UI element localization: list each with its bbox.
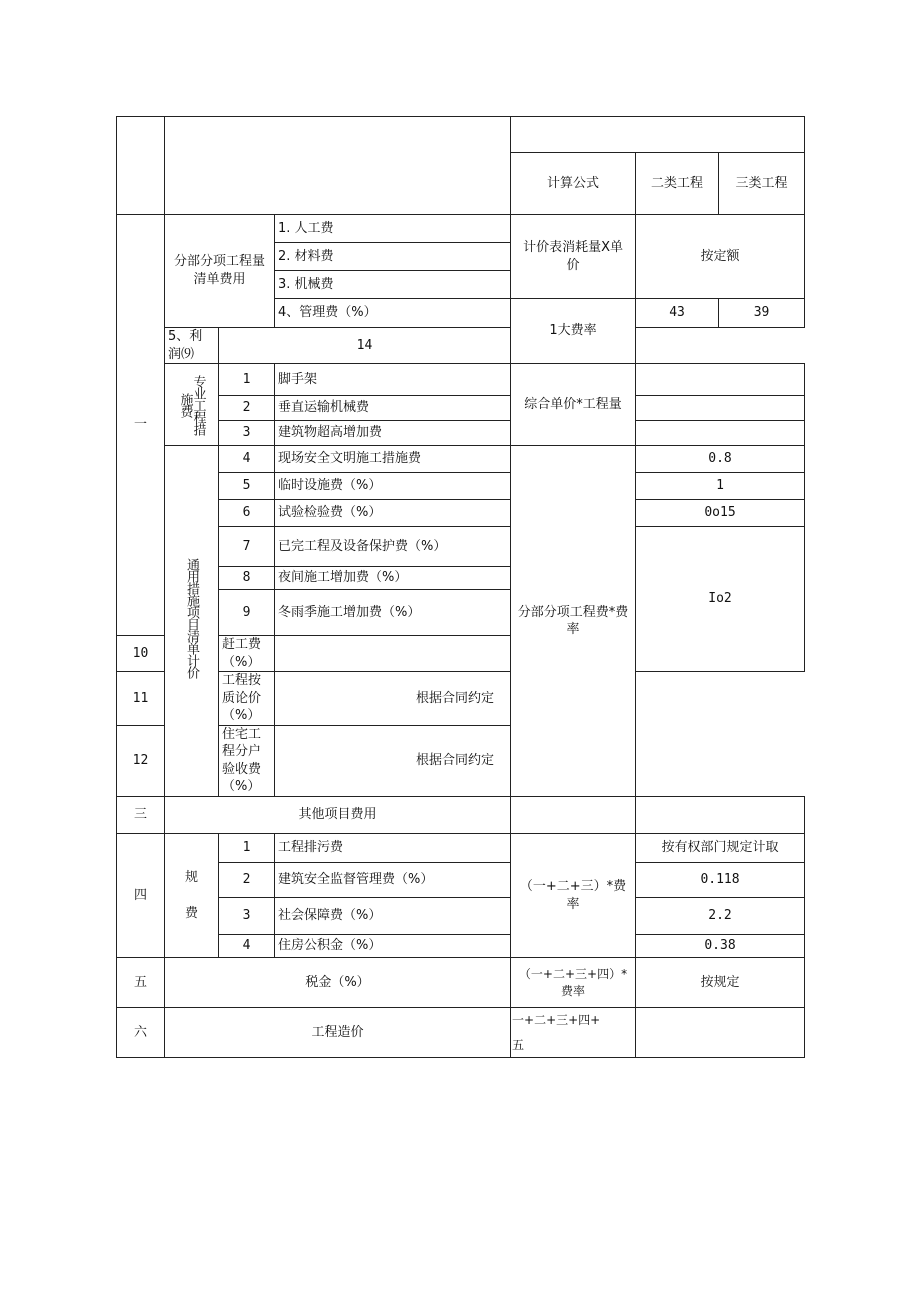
general-row6-no: 6	[219, 500, 275, 527]
section5-label: 税金（%）	[165, 958, 511, 1008]
section4-row3-name: 社会保障费（%）	[275, 898, 511, 935]
section2-row1-no: 1	[219, 364, 275, 396]
section4-row3-no: 3	[219, 898, 275, 935]
section4-row1-no: 1	[219, 834, 275, 863]
section1-row-profit: 5、利润⑼	[165, 328, 219, 364]
general-row12-name: 住宅工程分户验收费（%）	[219, 725, 275, 796]
section1-row-machinery: 3. 机械费	[275, 271, 511, 299]
section1-item-label-line1: 分部分项工程量	[173, 254, 265, 270]
section2-row2-value	[636, 396, 805, 421]
section2-special-formula: 综合单价*工程量	[511, 364, 636, 446]
section2-row3-name: 建筑物超高增加费	[275, 421, 511, 446]
general-row5-value: 1	[636, 473, 805, 500]
general-row6-value: 0o15	[636, 500, 805, 527]
header-item-cell	[165, 117, 511, 215]
general-row4-name: 现场安全文明施工措施费	[275, 446, 511, 473]
general-row4-value: 0.8	[636, 446, 805, 473]
section6-value	[636, 1008, 805, 1058]
section3-label: 其他项目费用	[165, 797, 511, 834]
section2-row1-value	[636, 364, 805, 396]
general-row5-no: 5	[219, 473, 275, 500]
section4-formula: （一+二+三）*费率	[511, 834, 636, 958]
section2-row2-no: 2	[219, 396, 275, 421]
header-class2: 二类工程	[636, 153, 719, 215]
section1-row-management: 4、管理费（%）	[275, 299, 511, 328]
general-row9-no: 9	[219, 590, 275, 636]
header-formula: 计算公式	[511, 153, 636, 215]
section2-general-label-text: 通用措施项目清单计价	[184, 558, 199, 679]
section2-general-formula-line2: 率	[566, 622, 580, 638]
section2-outer-label-a: 施费	[177, 392, 193, 417]
section4-row2-value: 0.118	[636, 863, 805, 898]
section6-formula-line2: 五	[512, 1037, 525, 1052]
section4-label	[165, 834, 219, 958]
section1-item-label	[165, 215, 275, 328]
section1-cost-formula-line1: 计价表消耗量X单	[523, 239, 623, 255]
section2-row3-no: 3	[219, 421, 275, 446]
section1-profit-value: 14	[219, 328, 511, 364]
section3-formula	[511, 797, 636, 834]
general-row8-name: 夜间施工增加费（%）	[275, 567, 511, 590]
section6-label: 工程造价	[165, 1008, 511, 1058]
section1-cost-formula-line2: 价	[566, 257, 580, 273]
general-row7-no: 7	[219, 527, 275, 567]
general-row8-no: 8	[219, 567, 275, 590]
section6-number: 六	[117, 1008, 165, 1058]
section1-management-class2: 43	[636, 299, 719, 328]
section4-row2-no: 2	[219, 863, 275, 898]
section1-cost-value: 按定额	[636, 215, 805, 299]
section1-row-material: 2. 材料费	[275, 243, 511, 271]
section4-row1-name: 工程排污费	[275, 834, 511, 863]
section3-value	[636, 797, 805, 834]
section2-general-formula-line1: 分部分项工程费*费	[517, 604, 629, 620]
section4-row4-name: 住房公积金（%）	[275, 935, 511, 958]
general-row11-no: 11	[117, 672, 165, 726]
general-row9-name: 冬雨季施工增加费（%）	[275, 590, 511, 636]
general-row5-name: 临时设施费（%）	[275, 473, 511, 500]
header-top-cell	[511, 117, 805, 153]
section4-row3-value: 2.2	[636, 898, 805, 935]
section2-row3-value	[636, 421, 805, 446]
section2-row1-name: 脚手架	[275, 364, 511, 396]
section4-row4-value: 0.38	[636, 935, 805, 958]
section2-row2-name: 垂直运输机械费	[275, 396, 511, 421]
section4-label-a: 规	[184, 869, 198, 885]
header-class3: 三类工程	[719, 153, 805, 215]
section2-general-label	[165, 446, 219, 797]
section1-item-label-line2: 清单费用	[193, 272, 246, 287]
general-row10-name: 赶工费（%）	[219, 636, 275, 672]
section2-outer-label-b: 专业工程措	[190, 374, 206, 435]
general-row6-name: 试验检验费（%）	[275, 500, 511, 527]
section5-value: 按规定	[636, 958, 805, 1008]
section5-formula-line2: 费率	[561, 983, 586, 998]
general-row12-value: 根据合同约定	[275, 725, 636, 796]
general-row11-name: 工程按质论价（%）	[219, 672, 275, 726]
section3-number: 三	[117, 797, 165, 834]
section1-number: 一	[117, 215, 165, 636]
section1-management-class3: 39	[719, 299, 805, 328]
section4-row2-name: 建筑安全监督管理费（%）	[275, 863, 511, 898]
section2-outer-label	[165, 364, 219, 446]
fee-calculation-table	[116, 116, 805, 1058]
section1-rate-formula: 1大费率	[511, 299, 636, 364]
general-row12-no: 12	[117, 725, 165, 796]
general-row4-no: 4	[219, 446, 275, 473]
section4-row1-value: 按有权部门规定计取	[636, 834, 805, 863]
general-row11-value: 根据合同约定	[275, 672, 636, 726]
general-merged-value: Io2	[636, 527, 805, 672]
section5-number: 五	[117, 958, 165, 1008]
section1-cost-formula	[511, 215, 636, 299]
section5-formula-line1: （一+二+三+四）*	[518, 967, 628, 982]
section4-number: 四	[117, 834, 165, 958]
general-row10-no: 10	[117, 636, 165, 672]
section6-formula-line1: 一+二+三+四+	[512, 1013, 601, 1028]
section4-row4-no: 4	[219, 935, 275, 958]
general-row7-name: 已完工程及设备保护费（%）	[275, 527, 511, 567]
header-number-cell	[117, 117, 165, 215]
section6-formula	[511, 1008, 636, 1058]
section1-row-labor: 1. 人工费	[275, 215, 511, 243]
section4-label-b: 费	[184, 905, 198, 921]
section5-formula	[511, 958, 636, 1008]
